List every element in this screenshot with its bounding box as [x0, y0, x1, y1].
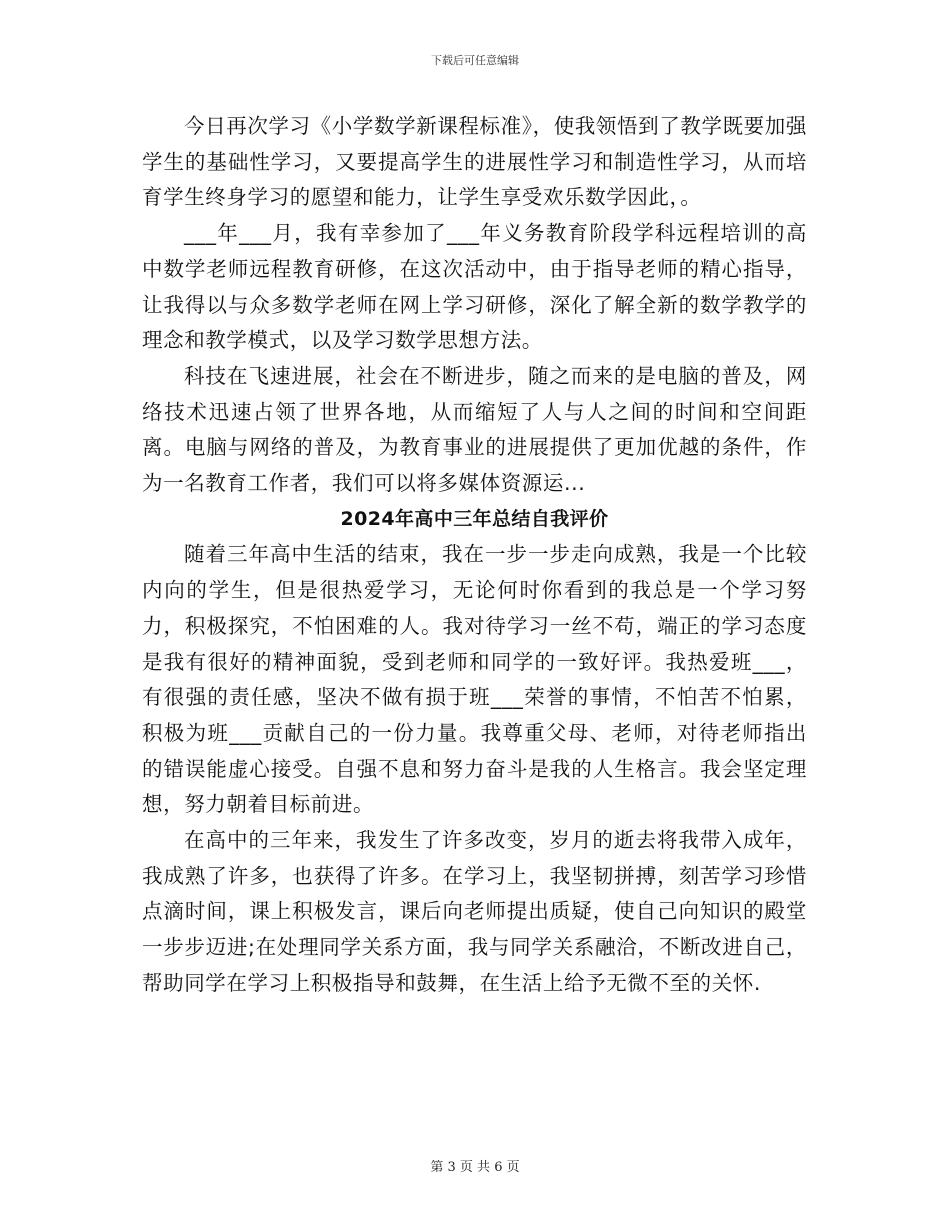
- article1-paragraph-3: 科技在飞速进展，社会在不断进步，随之而来的是电脑的普及，网络技术迅速占领了世界各地，从而缩短了人与人之间的时间和空间距离。电脑与网络的普及，为教育事业的进展提供了更加优越的条件，作为一名教育工作者，我们可以将多媒体资源运...: [142, 363, 807, 496]
- document-body: [142, 109, 807, 1002]
- article2-paragraph-2: 在高中的三年来，我发生了许多改变，岁月的逝去将我带入成年，我成熟了许多，也获得了许多。在学习上，我坚韧拼搏，刻苦学习珍惜点滴时间，课上积极发言，课后向老师提出质疑，使自己向知识的殿堂一步步迈进;在处理同学关系方面，我与同学关系融洽，不断改进自己，帮助同学在学习上积极指导和鼓舞，在生活上给予无微不至的关怀.: [142, 828, 807, 995]
- article1-paragraph-2: ___年___月，我有幸参加了___年义务教育阶段学科远程培训的高中数学老师远程教育研修，在这次活动中，由于指导老师的精心指导，让我得以与众多数学老师在网上学习研修，深化了解全新的数学教学的理念和教学模式，以及学习数学思想方法。: [142, 221, 807, 353]
- page-number-footer: 第 3 页 共 6 页: [430, 1160, 520, 1175]
- article1-paragraph-1: 今日再次学习《小学数学新课程标准》，使我领悟到了教学既要加强学生的基础性学习，又要提高学生的进展性学习和制造性学习，从而培育学生终身学习的愿望和能力，让学生享受欢乐数学因此，。: [142, 114, 807, 210]
- article2-paragraph-1: 随着三年高中生活的结束，我在一步一步走向成熟，我是一个比较内向的学生，但是很热爱学习，无论何时你看到的我总是一个学习努力，积极探究，不怕困难的人。我对待学习一丝不苟，端正的学习态度是我有很好的精神面貌，受到老师和同学的一致好评。我热爱班___，有很强的责任感，坚决不做有损于班___荣誉的事情，不怕苦不怕累，积极为班___贡献自己的一份力量。我尊重父母、老师，对待老师指出的错误能虚心接受。自强不息和努力奋斗是我的人生格言。我会坚定理想，努力朝着目标前进。: [142, 542, 807, 817]
- article2-title: 2024年高中三年总结自我评价: [340, 507, 609, 530]
- page-header-note: 下载后可任意编辑: [431, 54, 519, 67]
